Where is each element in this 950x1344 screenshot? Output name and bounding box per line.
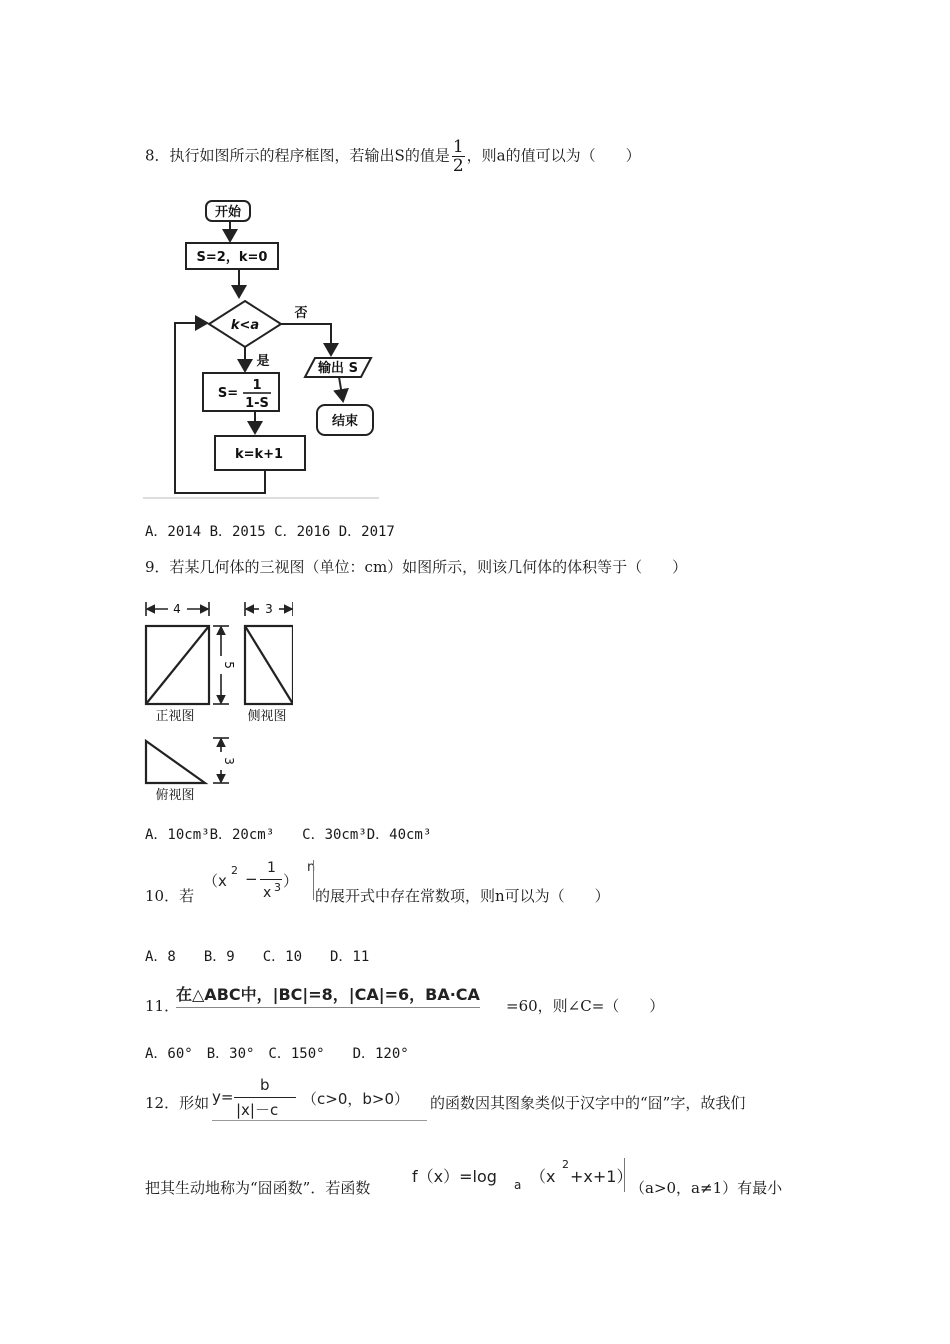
q12-expression bbox=[212, 1076, 427, 1121]
q10-n: n bbox=[307, 860, 316, 875]
q12-den: |x|－c bbox=[236, 1101, 279, 1119]
q12-line2-after: （a>0，a≠1）有最小 bbox=[630, 1179, 783, 1197]
dim-top: 3 bbox=[222, 757, 236, 765]
q10-text-after: 的展开式中存在常数项，则n可以为（ ） bbox=[315, 887, 610, 905]
q12-line2-expr2: （x bbox=[530, 1167, 556, 1186]
label-front-view: 正视图 bbox=[155, 709, 195, 724]
label-side-view: 侧视图 bbox=[247, 709, 287, 724]
q11-expression: 在△ABC中，|BC|=8，|CA|=6，BA·CA bbox=[176, 982, 480, 1008]
fc-assign-num: 1 bbox=[252, 378, 262, 393]
q10-close: ） bbox=[283, 872, 299, 890]
q9-three-views bbox=[143, 598, 293, 804]
q12-text-after: 的函数因其图象类似于汉字中的“囧”字，故我们 bbox=[430, 1094, 746, 1112]
q11-options: A．60° B．30° C．150° D．120° bbox=[145, 1046, 409, 1062]
dim-side-width: 3 bbox=[265, 602, 273, 616]
fc-no: 否 bbox=[294, 306, 308, 321]
q9-options: A．10cm³B．20cm³ C．30cm³D．40cm³ bbox=[145, 827, 432, 843]
q10-sq: 2 bbox=[231, 864, 238, 877]
fc-incr: k=k+1 bbox=[234, 447, 284, 462]
fc-yes: 是 bbox=[256, 354, 270, 369]
q12-line2-sub: a bbox=[514, 1178, 522, 1192]
q12-y: y= bbox=[212, 1088, 234, 1106]
q12-number: 12．形如 bbox=[145, 1094, 210, 1112]
q12-cond: （c>0，b>0） bbox=[302, 1090, 409, 1108]
q12-line2-sq: 2 bbox=[562, 1158, 569, 1171]
q10-open: （x bbox=[203, 872, 227, 890]
dim-height: 5 bbox=[222, 661, 236, 669]
q12-line2-before: 把其生动地称为“囧函数”．若函数 bbox=[145, 1179, 371, 1197]
fc-init: S=2，k=0 bbox=[196, 250, 268, 265]
dim-front-width: 4 bbox=[173, 602, 181, 616]
q10-minus: − bbox=[245, 870, 258, 888]
fc-output: 输出 S bbox=[318, 361, 358, 376]
q8-options: A．2014 B．2015 C．2016 D．2017 bbox=[145, 524, 395, 540]
fc-assign-den: 1-S bbox=[245, 396, 269, 411]
q11-number: 11． bbox=[145, 997, 180, 1015]
q12-line2-expr: f（x）=log bbox=[412, 1167, 497, 1186]
q11-text-after: =60，则∠C=（ ） bbox=[506, 997, 665, 1015]
q8-number: 8． bbox=[145, 146, 170, 165]
q8-stem bbox=[145, 138, 641, 175]
q10-options: A．8 B．9 C．10 D．11 bbox=[145, 949, 370, 965]
q8-frac-den: 2 bbox=[452, 156, 464, 176]
q12-line2-expr3: +x+1） bbox=[570, 1167, 633, 1186]
q10-number: 10．若 bbox=[145, 887, 195, 905]
q12-num: b bbox=[260, 1076, 270, 1094]
fc-end: 结束 bbox=[331, 414, 359, 429]
q8-text-before: 执行如图所示的程序框图，若输出S的值是 bbox=[169, 146, 450, 165]
q10-den: x bbox=[263, 885, 272, 901]
fc-assign-lhs: S= bbox=[217, 386, 239, 401]
q8-frac-num: 1 bbox=[452, 137, 464, 157]
q10-num: 1 bbox=[267, 860, 276, 876]
q12-line2-expression bbox=[412, 1158, 633, 1194]
q8-flowchart bbox=[143, 193, 379, 499]
label-top-view: 俯视图 bbox=[155, 788, 195, 803]
fc-cond: k<a bbox=[230, 318, 260, 333]
q8-fraction bbox=[452, 138, 465, 175]
fc-start: 开始 bbox=[214, 205, 242, 220]
q8-text-after: ，则a的值可以为（ ） bbox=[466, 146, 641, 165]
q10-cube: 3 bbox=[274, 881, 281, 894]
q10-expression bbox=[203, 858, 315, 910]
q9-stem: 9．若某几何体的三视图（单位：cm）如图所示，则该几何体的体积等于（ ） bbox=[145, 558, 688, 576]
